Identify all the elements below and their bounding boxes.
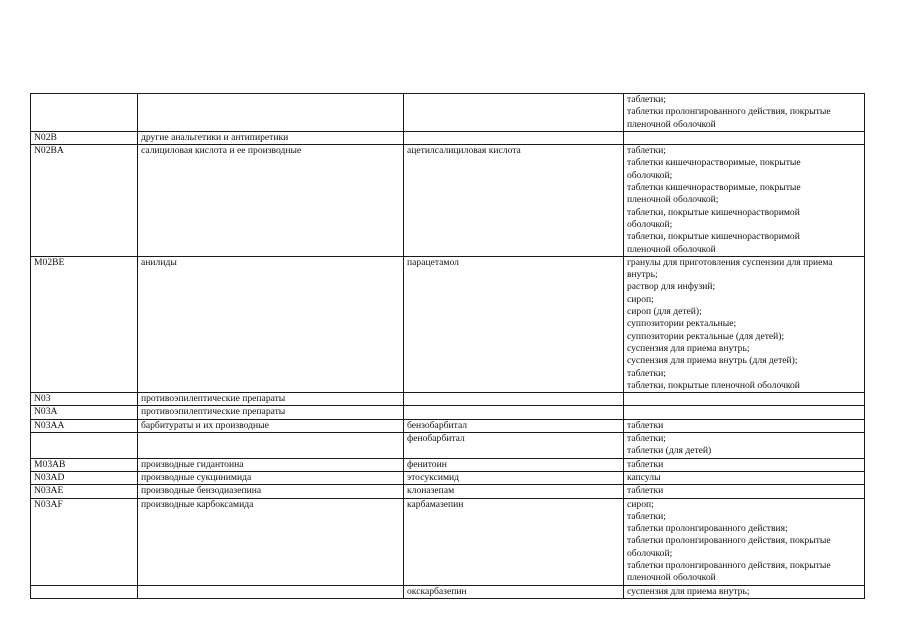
dosage-form-line: таблетки [627,419,664,431]
drug-name-cell: бензобарбитал [404,419,624,432]
dosage-forms-cell [624,131,865,144]
drug-name-cell [404,94,624,132]
dosage-form-line: оболочкой; [627,169,673,181]
drug-name-cell [404,131,624,144]
pharmacological-group-cell: анилиды [138,256,404,392]
dosage-form-line: суспензия для приема внутрь; [627,342,750,354]
pharmacological-group-cell: производные карбоксамида [138,498,404,585]
drug-table-body [31,94,865,599]
pharmacological-group-cell: противоэпилептические препараты [138,393,404,406]
pharmacological-group-cell: производные бензодиазепина [138,485,404,498]
atc-code-cell: N02B [31,131,138,144]
drug-name-cell: ацетилсалициловая кислота [404,145,624,257]
atc-code-cell: M03AB [31,458,138,471]
atc-code-cell [31,433,138,459]
dosage-form-line: таблетки [627,458,664,470]
atc-code-cell: N03 [31,393,138,406]
dosage-form-line: таблетки, покрытые кишечнорастворимой [627,231,800,243]
drug-table [30,93,865,599]
atc-code-cell [31,94,138,132]
drug-name-cell: парацетамол [404,256,624,392]
table-row [31,393,865,406]
dosage-forms-cell [624,433,865,459]
dosage-forms-cell [624,406,865,419]
drug-name-cell: карбамазепин [404,498,624,585]
pharmacological-group-cell: производные гидантоина [138,458,404,471]
dosage-form-line: оболочкой; [627,547,673,559]
dosage-form-line: таблетки кишечнорастворимые, покрытые [627,157,801,169]
table-row [31,485,865,498]
dosage-forms-cell [624,145,865,257]
pharmacological-group-cell: противоэпилептические препараты [138,406,404,419]
dosage-form-line: таблетки; [627,145,666,157]
atc-code-cell [31,585,138,598]
drug-name-cell: этосуксимид [404,471,624,484]
dosage-form-line: суппозитории ректальные; [627,318,737,330]
dosage-form-line: пленочной оболочкой [627,243,716,255]
dosage-form-line: сироп; [627,498,654,510]
dosage-form-line: суспензия для приема внутрь; [627,585,750,597]
drug-name-cell [404,406,624,419]
table-row [31,585,865,598]
dosage-form-line: сироп; [627,293,654,305]
table-row [31,145,865,257]
pharmacological-group-cell [138,94,404,132]
dosage-form-line: пленочной оболочкой; [627,194,719,206]
dosage-forms-cell [624,256,865,392]
table-row [31,256,865,392]
pharmacological-group-cell: другие анальгетики и антипиретики [138,131,404,144]
dosage-form-line: таблетки [627,485,664,497]
table-row [31,498,865,585]
table-row [31,419,865,432]
dosage-form-line: сироп (для детей); [627,306,702,318]
dosage-form-line: суппозитории ректальные (для детей); [627,330,785,342]
pharmacological-group-cell [138,433,404,459]
pharmacological-group-cell: салициловая кислота и ее производные [138,145,404,257]
dosage-forms-cell [624,485,865,498]
dosage-form-line: таблетки; [627,433,666,445]
atc-code-cell: N03AF [31,498,138,585]
pharmacological-group-cell: производные сукцинимида [138,471,404,484]
table-row [31,131,865,144]
dosage-forms-cell [624,471,865,484]
dosage-form-line: оболочкой; [627,218,673,230]
dosage-form-line: пленочной оболочкой [627,572,716,584]
dosage-forms-cell [624,419,865,432]
dosage-form-line: гранулы для приготовления суспензии для приема [627,256,833,268]
dosage-form-line: таблетки пролонгированного действия, покрытые [627,559,831,571]
table-row [31,471,865,484]
atc-code-cell: N02BA [31,145,138,257]
dosage-form-line: таблетки, покрытые кишечнорастворимой [627,206,800,218]
table-row [31,406,865,419]
drug-name-cell: фенобарбитал [404,433,624,459]
dosage-forms-cell [624,393,865,406]
atc-code-cell: M02BE [31,256,138,392]
dosage-form-line: таблетки, покрытые пленочной оболочкой [627,379,800,391]
dosage-form-line: таблетки пролонгированного действия, покрытые [627,535,831,547]
drug-name-cell: фенитоин [404,458,624,471]
drug-name-cell: окскарбазепин [404,585,624,598]
dosage-form-line: таблетки; [627,94,666,105]
dosage-form-line: таблетки; [627,510,666,522]
dosage-form-line: пленочной оболочкой [627,118,716,130]
dosage-forms-cell [624,498,865,585]
dosage-form-line: раствор для инфузий; [627,281,716,293]
dosage-form-line: таблетки (для детей) [627,445,712,457]
dosage-form-line: таблетки пролонгированного действия, покрытые [627,106,831,118]
dosage-forms-cell [624,458,865,471]
atc-code-cell: N03A [31,406,138,419]
atc-code-cell: N03AD [31,471,138,484]
drug-name-cell: клоназепам [404,485,624,498]
table-row [31,458,865,471]
dosage-form-line: суспензия для приема внутрь (для детей); [627,355,798,367]
table-row [31,433,865,459]
drug-name-cell [404,393,624,406]
dosage-forms-cell [624,585,865,598]
dosage-form-line: капсулы [627,471,661,483]
dosage-forms-cell [624,94,865,132]
dosage-form-line: таблетки пролонгированного действия; [627,523,788,535]
atc-code-cell: N03AA [31,419,138,432]
pharmacological-group-cell: барбитураты и их производные [138,419,404,432]
atc-code-cell: N03AE [31,485,138,498]
document-page [30,93,864,599]
table-row [31,94,865,132]
pharmacological-group-cell [138,585,404,598]
dosage-form-line: внутрь; [627,269,658,281]
dosage-form-line: таблетки; [627,367,666,379]
dosage-form-line: таблетки кишечнорастворимые, покрытые [627,182,801,194]
